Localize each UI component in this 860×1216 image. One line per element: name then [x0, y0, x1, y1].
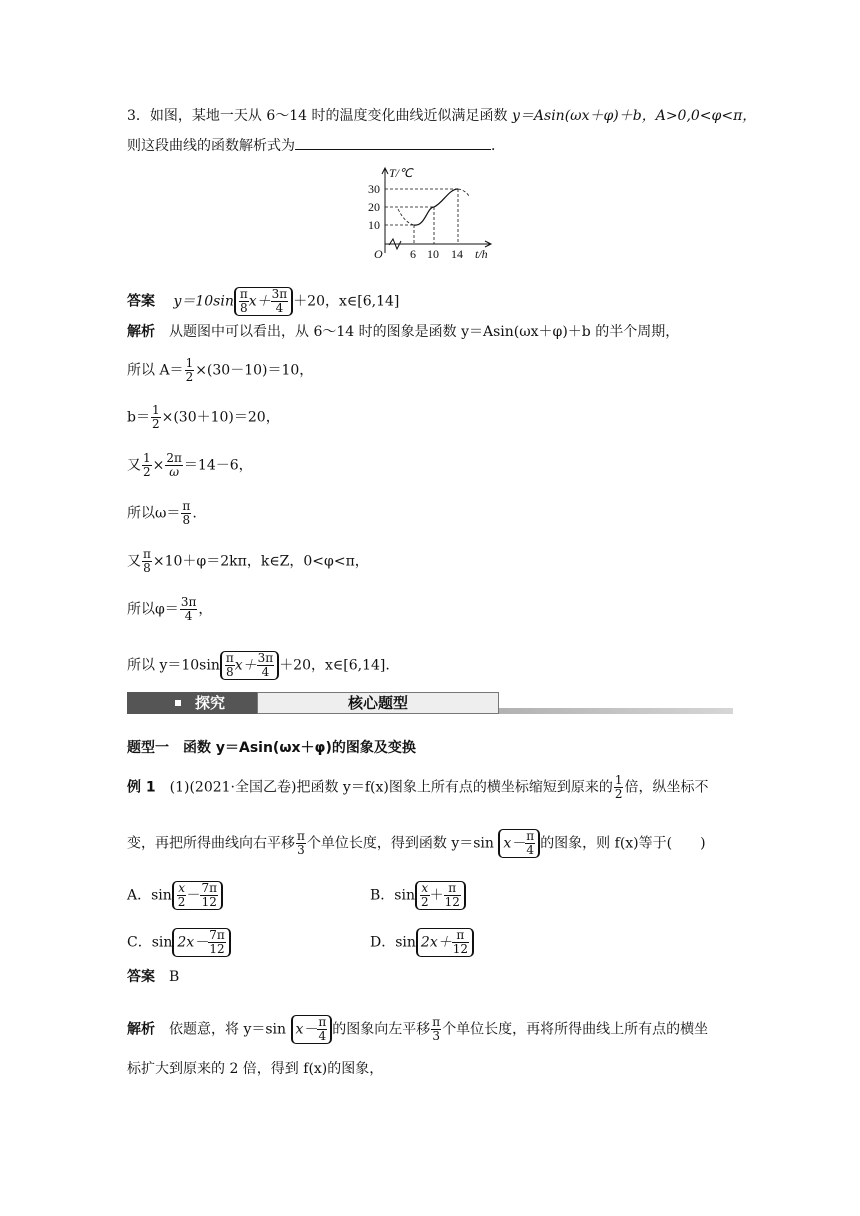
fraction	[177, 882, 187, 909]
numerator: 1	[151, 403, 160, 417]
text: 又	[127, 457, 141, 474]
analysis-3-line-3	[127, 404, 280, 431]
denominator: 2	[420, 895, 429, 909]
paren	[291, 1015, 333, 1044]
text: (1)(2021·全国乙卷)把函数 y＝f(x)图象上所有点的横坐标缩短到原来的	[169, 779, 613, 796]
text: ×	[152, 457, 165, 474]
denominator: 12	[201, 895, 217, 909]
operator: －	[186, 887, 201, 904]
text: ×10＋φ＝2kπ，k∈Z，0<φ<π，	[152, 553, 369, 570]
option-d[interactable]	[370, 928, 474, 957]
text: 2x＋	[420, 934, 452, 951]
denominator: 2	[151, 417, 160, 431]
fraction	[271, 288, 289, 315]
answer-1	[127, 967, 179, 987]
example-label: 例 1	[127, 779, 156, 796]
denominator: 4	[184, 609, 193, 623]
analysis-3-line-5	[127, 500, 197, 527]
numerator: 3π	[271, 287, 288, 301]
numerator: π	[143, 547, 151, 561]
y-tick-30: 30	[368, 182, 380, 196]
paren	[172, 928, 230, 957]
numerator: π	[297, 829, 305, 843]
y-axis-label: T/℃	[389, 166, 413, 180]
analysis-3-line-2	[127, 357, 313, 384]
fraction	[180, 596, 198, 623]
denominator: 12	[452, 942, 468, 956]
option-label: D．sin	[370, 934, 416, 951]
denominator: 4	[526, 843, 535, 857]
example-1-line-2	[127, 829, 706, 858]
text: 的图象向左平移	[332, 1021, 431, 1038]
fraction	[420, 882, 430, 909]
fraction	[142, 452, 152, 479]
analysis-3-line-6	[127, 548, 369, 575]
text: 所以 y＝10sin	[127, 657, 220, 674]
denominator: 8	[182, 513, 191, 527]
numerator: π	[239, 287, 248, 301]
banner-right: 核心题型	[257, 692, 499, 714]
fraction	[257, 652, 275, 679]
answer-prefix: y＝10sin	[173, 293, 234, 310]
numerator: π	[432, 1015, 441, 1029]
answer-blank	[295, 135, 491, 150]
option-label: A．sin	[127, 887, 172, 904]
fraction	[185, 357, 195, 384]
numerator: π	[225, 651, 234, 665]
analysis-label: 解析	[127, 1021, 155, 1038]
answer-suffix: ＋20，x∈[6,14]	[293, 293, 400, 310]
problem-function: y＝Asin(ωx＋φ)＋b，	[512, 108, 656, 124]
text: 所以φ＝	[127, 601, 179, 618]
fraction	[142, 548, 152, 575]
denominator: ω	[169, 465, 180, 479]
denominator: 3	[432, 1029, 441, 1043]
text: x－	[503, 835, 526, 852]
x-tick-6: 6	[410, 247, 416, 261]
text: .	[192, 505, 197, 522]
answer-label: 答案	[127, 293, 155, 310]
fraction	[296, 830, 306, 857]
analysis-3-line-1	[127, 322, 679, 342]
text: ×(30＋10)＝20，	[161, 409, 280, 426]
paren	[415, 881, 466, 910]
fraction	[431, 1016, 441, 1043]
variable-x: x＋	[234, 657, 257, 674]
curve-extension-right	[458, 189, 469, 196]
text: 个单位长度，得到函数 y＝sin	[306, 835, 494, 852]
paren	[172, 881, 223, 910]
numerator: 2π	[166, 451, 182, 465]
example-1-line-1	[127, 774, 708, 801]
section-banner	[127, 692, 733, 718]
text: 标扩大到原来的 2 倍，得到 f(x)的图象，	[127, 1061, 384, 1077]
numerator: 7π	[209, 928, 225, 942]
text: 依题意，将 y＝sin	[169, 1021, 287, 1038]
numerator: π	[182, 499, 191, 513]
numerator: π	[452, 929, 469, 943]
fraction	[200, 882, 218, 909]
temperature-graph	[365, 165, 495, 265]
denominator: 4	[318, 1029, 327, 1043]
text: 倍，纵坐标不	[624, 779, 709, 796]
numerator: 1	[143, 451, 151, 465]
paren	[416, 928, 474, 957]
fraction	[208, 929, 226, 956]
answer-3	[127, 287, 399, 316]
text: 又	[127, 553, 141, 570]
x-tick-14: 14	[451, 247, 463, 261]
fraction	[614, 774, 624, 801]
numerator: x	[421, 881, 429, 895]
numerator: 1	[614, 773, 623, 787]
fraction	[165, 452, 183, 479]
curve-extension-left	[398, 209, 414, 225]
y-tick-10: 10	[368, 218, 380, 232]
paren	[498, 829, 540, 858]
fraction	[181, 500, 191, 527]
denominator: 8	[239, 301, 248, 315]
option-label: C．sin	[127, 934, 173, 951]
fraction	[225, 652, 235, 679]
banner-left-text: 探究	[195, 694, 226, 712]
y-tick-20: 20	[368, 200, 380, 214]
numerator: 1	[185, 356, 194, 370]
numerator: 3π	[180, 595, 197, 609]
numerator: π	[318, 1015, 327, 1029]
square-bullet-icon	[175, 700, 181, 706]
analysis-1-line-1	[127, 1015, 708, 1044]
origin-label: O	[374, 247, 383, 261]
denominator: 4	[275, 301, 284, 315]
problem-3-line-1	[127, 106, 756, 126]
x-tick-10: 10	[427, 247, 439, 261]
fraction	[151, 404, 161, 431]
banner-left	[127, 692, 257, 714]
text: ，	[198, 601, 213, 618]
fraction	[452, 929, 469, 956]
analysis-3-line-8	[127, 651, 390, 680]
text: ＝14－6，	[183, 457, 253, 474]
denominator: 2	[143, 465, 151, 479]
operator: ＋	[429, 887, 444, 904]
variable-x: x＋	[248, 293, 271, 310]
analysis-3-line-7	[127, 596, 212, 623]
answer-label: 答案	[127, 969, 155, 985]
answer-value: B	[169, 969, 180, 985]
paren	[220, 651, 279, 680]
text: 2x－	[177, 934, 209, 951]
denominator: 8	[143, 561, 151, 575]
fraction	[444, 882, 461, 909]
type-1-title: 题型一 函数 y＝Asin(ωx＋φ)的图象及变换	[127, 740, 416, 756]
text: 所以 A＝	[127, 362, 184, 379]
denominator: 8	[225, 665, 234, 679]
text: 变，再把所得曲线向右平移	[127, 835, 295, 852]
denominator: 2	[177, 895, 186, 909]
answer-paren	[234, 287, 293, 316]
problem-end: ．	[491, 138, 505, 154]
x-axis-label: t/h	[475, 247, 488, 261]
denominator: 2	[185, 370, 194, 384]
numerator: 7π	[201, 881, 217, 895]
problem-condition: A>0,0<φ<π，	[655, 108, 757, 124]
problem-text-2: 则这段曲线的函数解析式为	[127, 138, 295, 154]
text: ×(30－10)＝10，	[195, 362, 314, 379]
numerator: 3π	[257, 651, 274, 665]
fraction	[239, 288, 249, 315]
option-a[interactable]	[127, 881, 223, 910]
numerator: x	[178, 881, 185, 895]
text: x－	[295, 1021, 318, 1038]
denominator: 12	[209, 942, 225, 956]
numerator: π	[444, 882, 461, 896]
text: ＋20，x∈[6,14].	[279, 657, 390, 674]
option-b[interactable]	[370, 881, 466, 910]
text: b＝	[127, 409, 150, 426]
analysis-text: 从题图中可以看出，从 6～14 时的图象是函数 y＝Asin(ωx＋φ)＋b 的半个周期，	[169, 324, 680, 340]
denominator: 3	[297, 843, 305, 857]
denominator: 4	[261, 665, 270, 679]
problem-3-line-2	[127, 135, 505, 156]
analysis-label: 解析	[127, 324, 155, 340]
denominator: 12	[444, 895, 460, 909]
option-c[interactable]	[127, 928, 231, 957]
analysis-1-line-2	[127, 1059, 383, 1079]
problem-number: 3．	[127, 108, 150, 124]
analysis-3-line-4	[127, 452, 253, 479]
text: 的图象，则 f(x)等于( )	[540, 835, 706, 852]
text: 个单位长度，再将所得曲线上所有点的横坐	[442, 1021, 709, 1038]
denominator: 2	[614, 787, 623, 801]
option-label: B．sin	[370, 887, 415, 904]
numerator: π	[526, 829, 535, 843]
fraction	[525, 830, 535, 857]
fraction	[317, 1016, 327, 1043]
problem-text: 如图，某地一天从 6～14 时的温度变化曲线近似满足函数	[149, 108, 508, 124]
text: 所以ω＝	[127, 505, 181, 522]
